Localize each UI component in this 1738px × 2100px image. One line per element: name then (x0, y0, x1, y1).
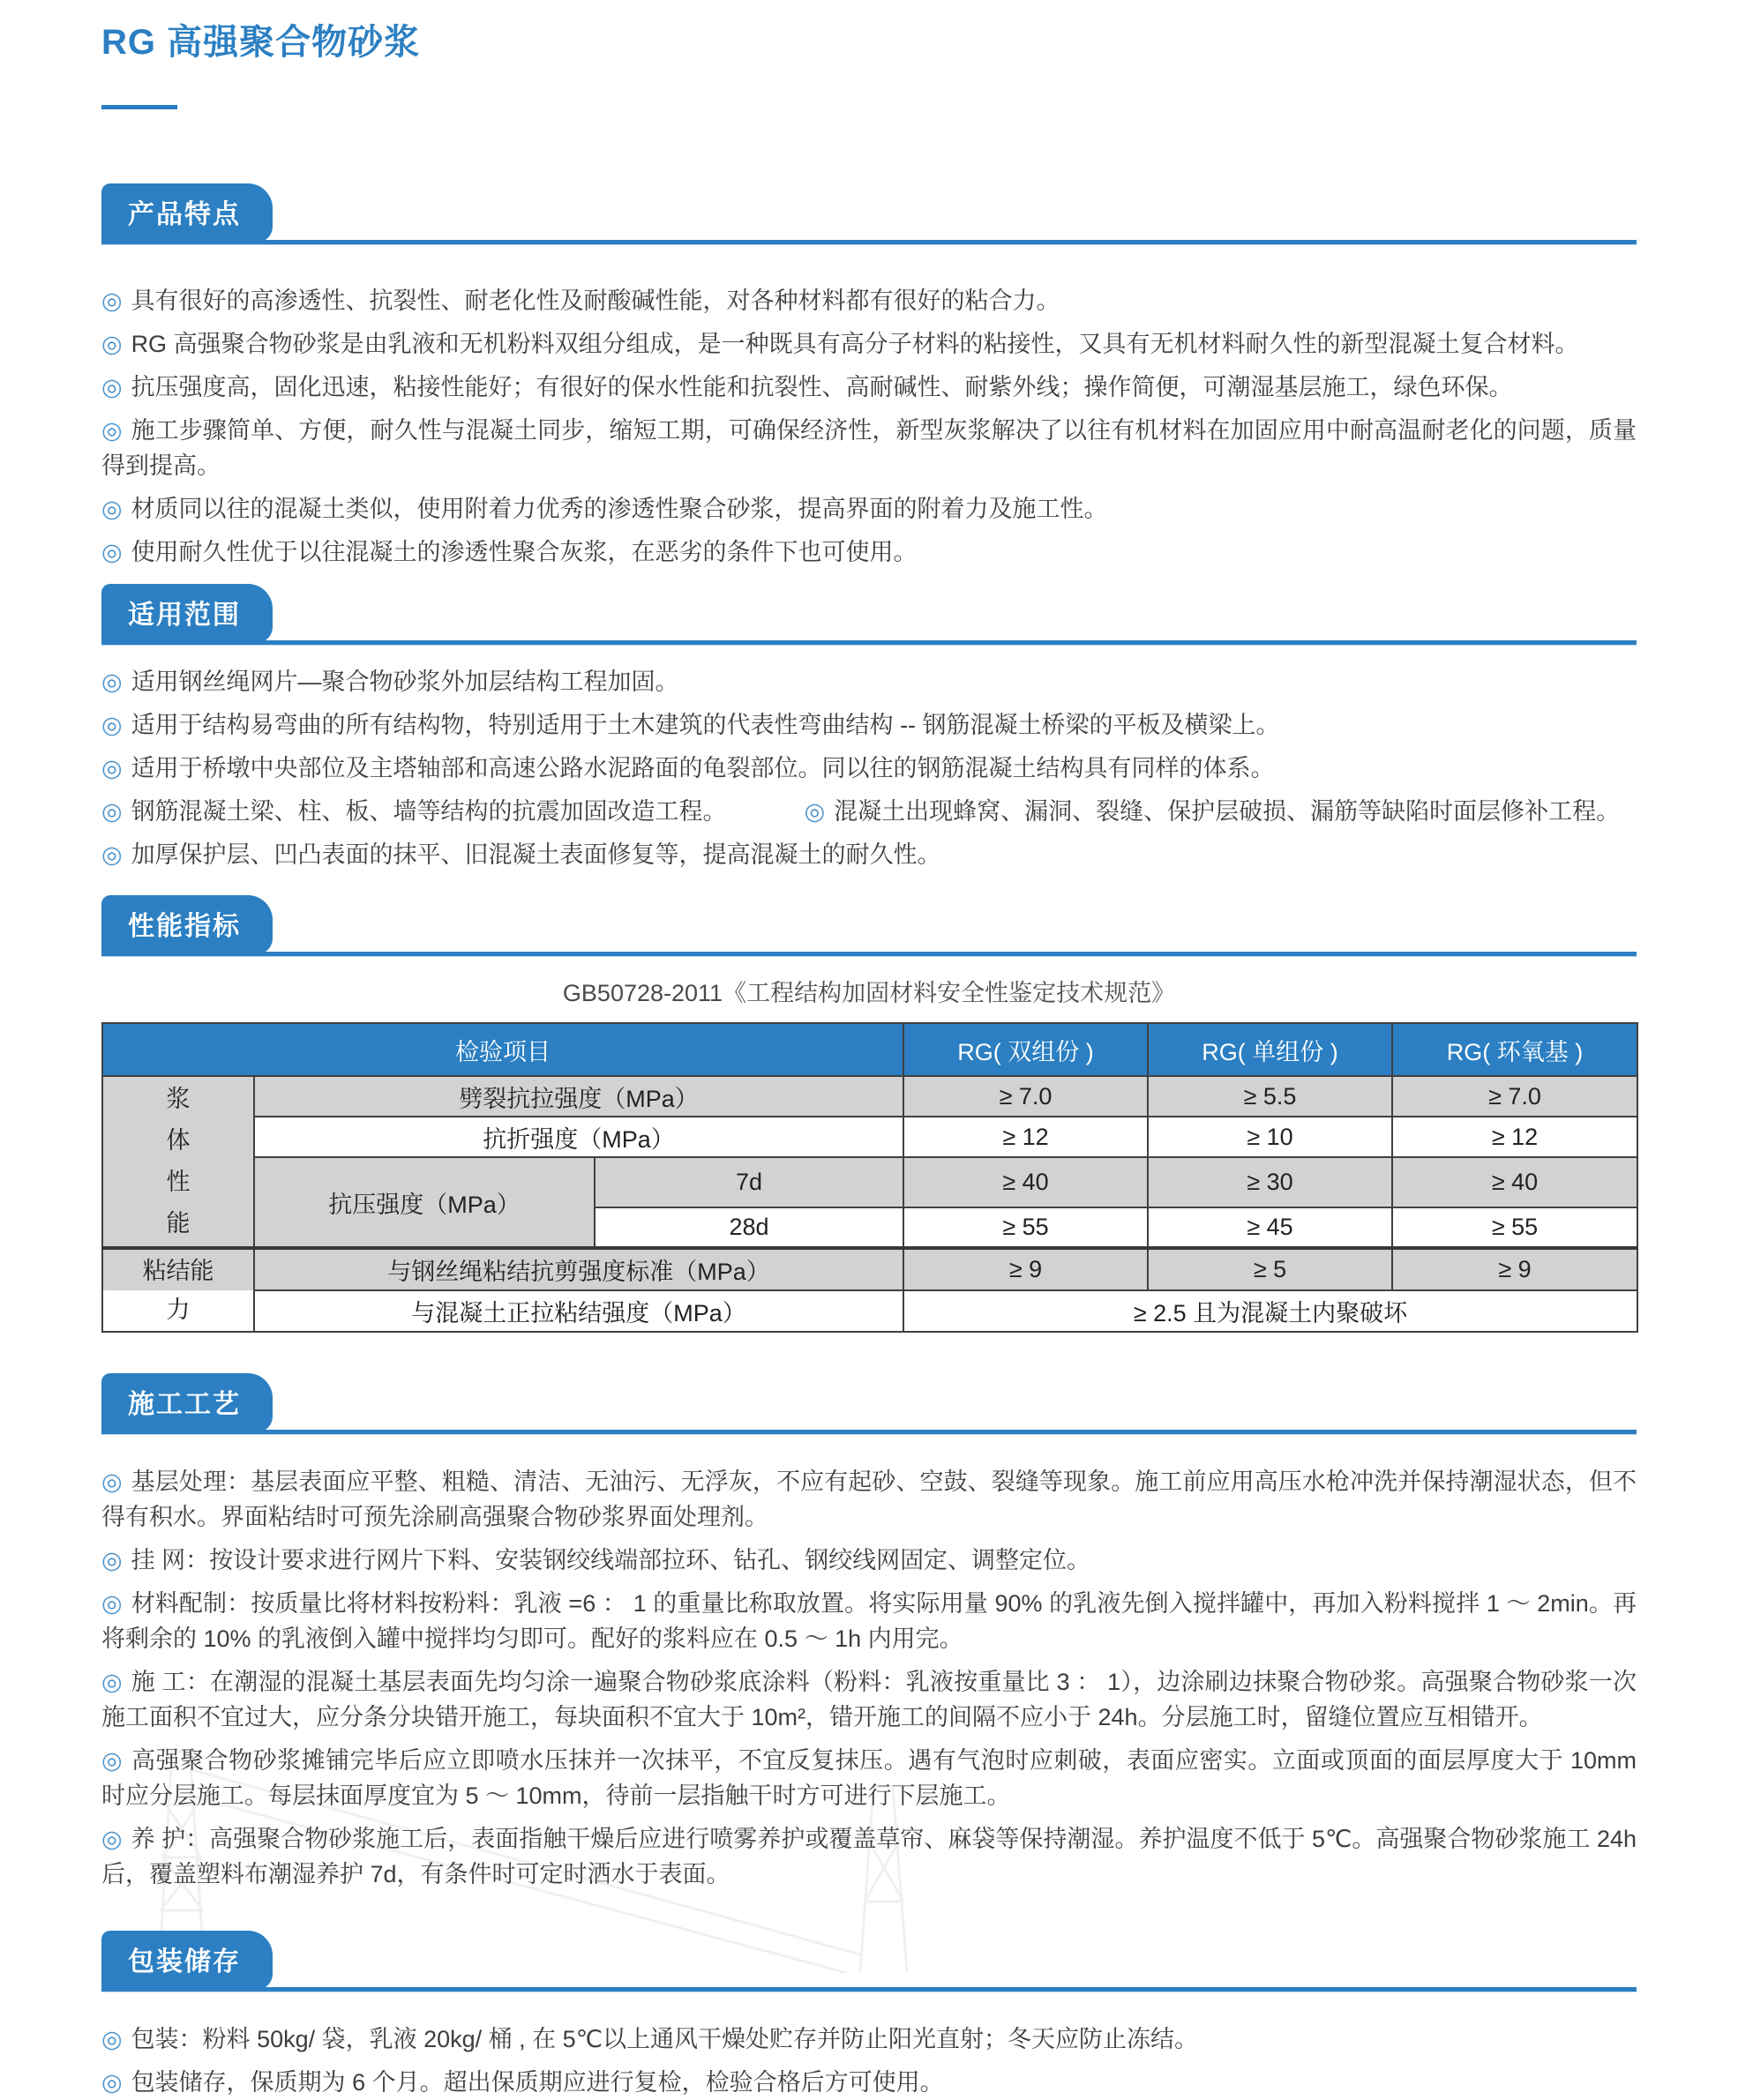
bullet-icon: ◎ (101, 2026, 123, 2052)
table-row (102, 1117, 1637, 1157)
bullet-text: 混凝土出现蜂窝、漏洞、裂缝、保护层破损、漏筋等缺陷时面层修补工程。 (834, 798, 1621, 825)
bullet-line (101, 1543, 1637, 1578)
bullet-icon: ◎ (101, 2069, 123, 2096)
cell-value: ≥ 7.0 (903, 1076, 1148, 1117)
bullet-icon: ◎ (101, 798, 123, 825)
bullet-line (101, 534, 1637, 570)
bullet-text: 抗压强度高，固化迅速，粘接性能好；有很好的保水性能和抗裂性、高耐碱性、耐紫外线；操作简便，可潮湿基层施工，绿色环保。 (131, 374, 1513, 400)
section-header-process (101, 1373, 1637, 1434)
bullet-line (101, 707, 1637, 743)
table-caption: GB50728-2011《工程结构加固材料安全性鉴定技术规范》 (562, 980, 1176, 1006)
bullet-text: 材质同以往的混凝土类似，使用附着力优秀的渗透性聚合砂浆，提高界面的附着力及施工性。 (131, 496, 1108, 522)
section-header-scope (101, 584, 1637, 645)
bullet-icon: ◎ (101, 669, 123, 695)
bullet-line (101, 283, 1637, 318)
bullet-line (101, 413, 1637, 483)
cell-value: ≥ 55 (903, 1207, 1148, 1248)
bullet-text: 挂 网：按设计要求进行网片下料、安装钢绞线端部拉环、钻孔、钢绞线网固定、调整定位。 (131, 1547, 1091, 1573)
cell-value: ≥ 5.5 (1148, 1076, 1392, 1117)
cell-value: ≥ 10 (1148, 1117, 1392, 1157)
bullet-text: 钢筋混凝土梁、柱、板、墙等结构的抗震加固改造工程。 (131, 798, 727, 825)
bullet-icon: ◎ (101, 288, 123, 314)
bullet-line (101, 664, 1637, 699)
section-tab-scope: 适用范围 (101, 584, 273, 643)
col-header-rgep: RG( 环氧基 ) (1392, 1023, 1637, 1076)
bullet-icon: ◎ (101, 1469, 123, 1495)
table-header-row (102, 1023, 1637, 1076)
bullet-icon: ◎ (101, 417, 123, 444)
cell-value: ≥ 45 (1148, 1207, 1392, 1248)
bullet-line (101, 2022, 1637, 2057)
bullet-text: 包装储存，保质期为 6 个月。超出保质期应进行复检，检验合格后方可使用。 (131, 2069, 944, 2096)
bullet-line-double (101, 794, 1637, 829)
bullet-line (101, 1464, 1637, 1535)
cell-value-merged: ≥ 2.5 且为混凝土内聚破坏 (903, 1290, 1637, 1333)
bullet-icon: ◎ (101, 1669, 123, 1695)
cell-value: ≥ 12 (903, 1117, 1148, 1157)
section-rule (101, 952, 1637, 956)
bullet-icon: ◎ (101, 1547, 123, 1573)
bullet-text: 基层处理：基层表面应平整、粗糙、清洁、无油污、无浮灰，不应有起砂、空鼓、裂缝等现象。施工前应用高压水枪冲洗并保持潮湿状态，但不得有积水。界面粘结时可预先涂刷高强聚合物砂浆界面处理剂。 (101, 1469, 1637, 1530)
row-group-bond-capability: 粘结能力 (102, 1248, 254, 1332)
bullet-icon: ◎ (101, 539, 123, 565)
bullet-icon: ◎ (101, 755, 123, 781)
bullet-icon: ◎ (101, 712, 123, 738)
row-name: 与混凝土正拉粘结强度（MPa） (254, 1290, 903, 1333)
bullet-line (101, 2065, 1637, 2100)
features-bullet-list (101, 283, 1637, 570)
bullet-text: 施 工：在潮湿的混凝土基层表面先均匀涂一遍聚合物砂浆底涂料（粉料：乳液按重量比 3 ： 1），边涂刷边抹聚合物砂浆。高强聚合物砂浆一次施工面积不宜过大，应分条分块错开施工，每块面积不宜大于 10m²，错开施工的间隔不应小于 24h。分层施工时，留缝位置应互相错开。 (101, 1669, 1637, 1730)
table-row (102, 1290, 1637, 1333)
col-header-item: 检验项目 (102, 1023, 903, 1076)
table-row (102, 1076, 1637, 1117)
section-tab-packaging: 包装储存 (101, 1931, 273, 1990)
table-row (102, 1248, 1637, 1290)
row-sub-28d: 28d (595, 1207, 903, 1248)
section-header-performance (101, 895, 1637, 956)
cell-value: ≥ 9 (903, 1248, 1148, 1290)
cell-value: ≥ 9 (1392, 1248, 1637, 1290)
cell-value: ≥ 7.0 (1392, 1076, 1637, 1117)
section-tab-features: 产品特点 (101, 183, 273, 243)
bullet-line (101, 491, 1637, 527)
row-name-compressive: 抗压强度（MPa） (254, 1157, 595, 1248)
section-header-features (101, 183, 1637, 244)
bullet-line (101, 837, 1637, 872)
bullet-text: 适用于结构易弯曲的所有结构物，特别适用于土木建筑的代表性弯曲结构 -- 钢筋混凝土桥梁的平板及横梁上。 (131, 712, 1280, 738)
row-name: 劈裂抗拉强度（MPa） (254, 1076, 903, 1117)
section-rule (101, 1430, 1637, 1434)
row-name: 与钢丝绳粘结抗剪强度标准（MPa） (254, 1248, 903, 1290)
bullet-line (101, 370, 1637, 405)
bullet-icon: ◎ (101, 841, 123, 868)
page-title: RG 高强聚合物砂浆 (101, 23, 421, 62)
bullet-text: 施工步骤简单、方便，耐久性与混凝土同步，缩短工期，可确保经济性，新型灰浆解决了以往有机材料在加固应用中耐高温耐老化的问题，质量得到提高。 (101, 417, 1637, 479)
title-underline (101, 105, 177, 109)
bullet-icon: ◎ (101, 331, 123, 357)
bullet-text: 高强聚合物砂浆摊铺完毕后应立即喷水压抹并一次抹平，不宜反复抹压。遇有气泡时应刺破，表面应密实。立面或顶面的面层厚度大于 10mm 时应分层施工。每层抹面厚度宜为 5 ～ 10mm，待前一层指触干时方可进行下层施工。 (101, 1747, 1637, 1809)
col-header-rg2: RG( 双组份 ) (903, 1023, 1148, 1076)
bullet-line (101, 1586, 1637, 1656)
bullet-line (101, 326, 1637, 362)
bullet-icon: ◎ (101, 374, 123, 400)
table-row (102, 1157, 1637, 1207)
bullet-icon: ◎ (804, 798, 826, 825)
section-tab-performance: 性能指标 (101, 895, 273, 954)
cell-value: ≥ 40 (1392, 1157, 1637, 1207)
bullet-text: 使用耐久性优于以往混凝土的渗透性聚合灰浆，在恶劣的条件下也可使用。 (131, 539, 918, 565)
section-tab-process: 施工工艺 (101, 1373, 273, 1432)
section-header-packaging (101, 1931, 1637, 1992)
row-name: 抗折强度（MPa） (254, 1117, 903, 1157)
bullet-line (101, 1743, 1637, 1813)
cell-value: ≥ 55 (1392, 1207, 1637, 1248)
bullet-text: 养 护：高强聚合物砂浆施工后，表面指触干燥后应进行喷雾养护或覆盖草帘、麻袋等保持潮湿。养护温度不低于 5℃。高强聚合物砂浆施工 24h 后，覆盖塑料布潮湿养护 7d，有条件时可定时洒水于表面。 (101, 1826, 1637, 1887)
cell-value: ≥ 40 (903, 1157, 1148, 1207)
packaging-bullet-list (101, 2022, 1637, 2100)
bullet-icon: ◎ (101, 496, 123, 522)
bullet-line (101, 1821, 1637, 1892)
bullet-text: 材料配制：按质量比将材料按粉料：乳液 =6 ： 1 的重量比称取放置。将实际用量 90% 的乳液先倒入搅拌罐中，再加入粉料搅拌 1 ～ 2min。再将剩余的 10% 的乳液倒入罐中搅拌均匀即可。配好的浆料应在 0.5 ～ 1h 内用完。 (101, 1590, 1637, 1652)
scope-bullet-list (101, 664, 1637, 872)
bullet-icon: ◎ (101, 1590, 123, 1617)
cell-value: ≥ 30 (1148, 1157, 1392, 1207)
section-rule (101, 240, 1637, 244)
process-bullet-list (101, 1464, 1637, 1892)
cell-value: ≥ 12 (1392, 1117, 1637, 1157)
bullet-text: 加厚保护层、凹凸表面的抹平、旧混凝土表面修复等，提高混凝土的耐久性。 (131, 841, 941, 868)
bullet-text: 适用于桥墩中央部位及主塔轴部和高速公路水泥路面的龟裂部位。同以往的钢筋混凝土结构具有同样的体系。 (131, 755, 1275, 781)
bullet-text: 包装：粉料 50kg/ 袋，乳液 20kg/ 桶 , 在 5℃以上通风干燥处贮存并防止阳光直射；冬天应防止冻结。 (131, 2026, 1199, 2052)
section-rule (101, 1987, 1637, 1992)
bullet-text: 具有很好的高渗透性、抗裂性、耐老化性及耐酸碱性能，对各种材料都有很好的粘合力。 (131, 288, 1060, 314)
row-sub-7d: 7d (595, 1157, 903, 1207)
bullet-line (101, 751, 1637, 786)
cell-value: ≥ 5 (1148, 1248, 1392, 1290)
bullet-text: RG 高强聚合物砂浆是由乳液和无机粉料双组分组成，是一种既具有高分子材料的粘接性，又具有无机材料耐久性的新型混凝土复合材料。 (131, 331, 1579, 357)
row-group-paste-performance: 浆体性能 (102, 1076, 254, 1248)
performance-table (101, 1022, 1638, 1333)
bullet-text: 适用钢丝绳网片—聚合物砂浆外加层结构工程加固。 (131, 669, 679, 695)
section-rule (101, 640, 1637, 645)
col-header-rg1: RG( 单组份 ) (1148, 1023, 1392, 1076)
bullet-icon: ◎ (101, 1826, 123, 1852)
bullet-icon: ◎ (101, 1747, 124, 1774)
bullet-line (101, 1664, 1637, 1735)
